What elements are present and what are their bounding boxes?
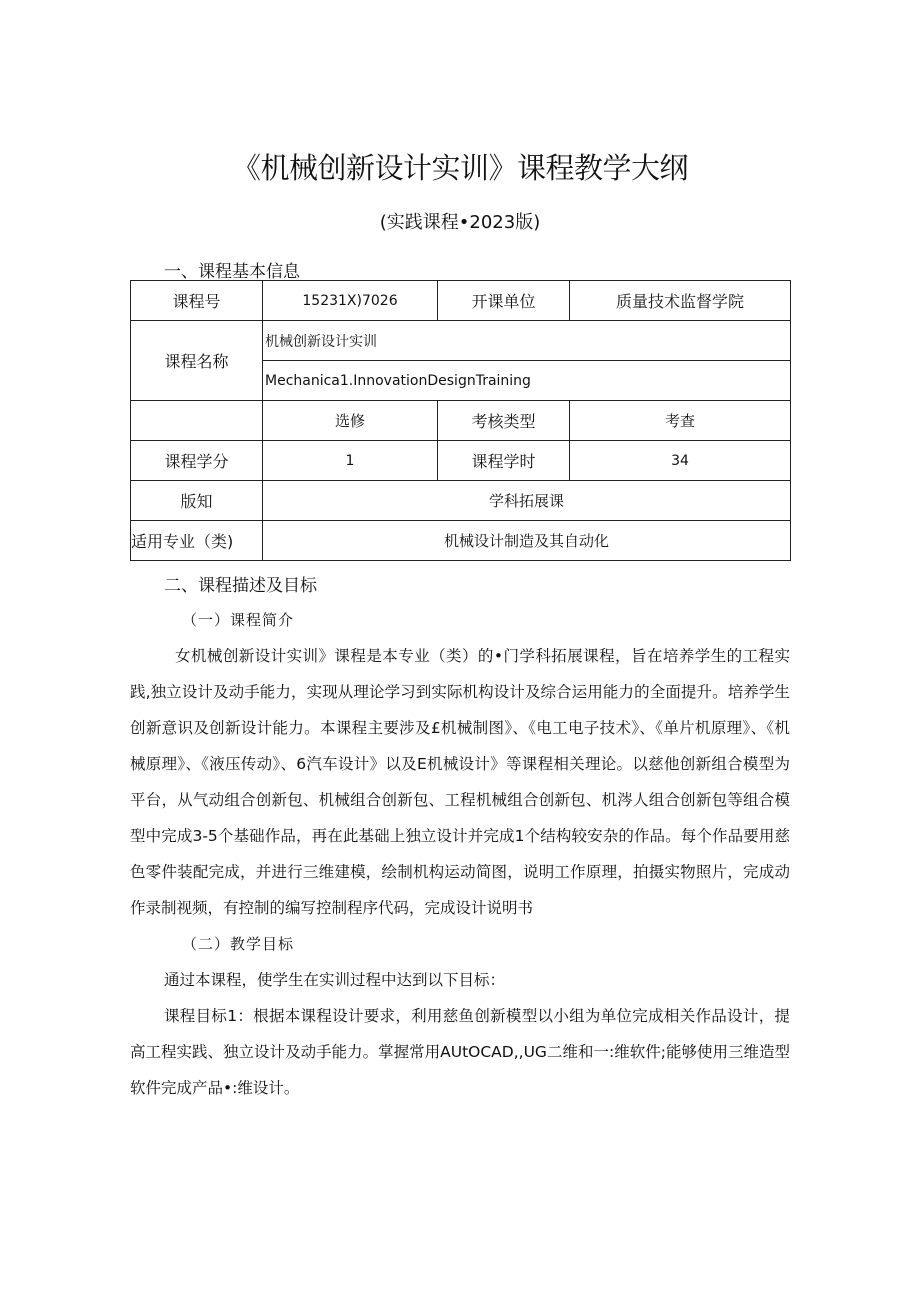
table-row (131, 521, 791, 561)
course-name-label: 课程名称 (131, 321, 263, 401)
category-label: 版知 (131, 481, 263, 521)
course-info-table (130, 280, 791, 561)
course-name-cn: 机械创新设计实训 (263, 321, 791, 361)
page-title: 《机械创新设计实训》课程教学大纲 (231, 151, 688, 185)
dept-label: 开课单位 (438, 281, 570, 321)
credit-value: 1 (263, 441, 438, 481)
dept-value: 质量技术监督学院 (570, 281, 791, 321)
credit-label: 课程学分 (131, 441, 263, 481)
course-no-value: 15231X)7026 (263, 281, 438, 321)
course-no-label: 课程号 (131, 281, 263, 321)
major-value: 机械设计制造及其自动化 (263, 521, 791, 561)
table-row (131, 481, 791, 521)
table-row (131, 441, 791, 481)
hours-value: 34 (570, 441, 791, 481)
intro-heading: （一）课程简介 (182, 611, 295, 629)
course-type-label (131, 401, 263, 441)
exam-type-value: 考查 (570, 401, 791, 441)
intro-paragraph: 女机械创新设计实训》课程是本专业（类）的•门学科拓展课程，旨在培养学生的工程实践,独立设计及动手能力，实现从理论学习到实际机构设计及综合运用能力的全面提升。培养学生创新意识及创新设计能力。本课程主要涉及£机械制图》、《电工电子技术》、《单片机原理》、《机械原理》、《液压传动》、6汽车设计》以及E机械设计》等课程相关理论。以慈他创新组合模型为平台，从气动组合创新包、机械组合创新包、工程机械组合创新包、机涔人组合创新包等组合模型中完成3-5个基础作品，再在此基础上独立设计并完成1个结构较安杂的作品。每个作品要用慈色零件装配完成，并进行三维建模，绘制机构运动简图，说明工作原理，拍摄实物照片，完成动作录制视频，有控制的编写控制程序代码，完成设计说明书 (130, 647, 790, 917)
course-name-en: Mechanica1.InnovationDesignTraining (263, 361, 791, 401)
course-type-value: 选修 (263, 401, 438, 441)
exam-type-label: 考核类型 (438, 401, 570, 441)
category-value: 学科拓展课 (263, 481, 791, 521)
section-heading-description: 二、课程描述及目标 (164, 576, 317, 596)
goal-1-paragraph: 课程目标1：根据本课程设计要求，利用慈鱼创新模型以小组为单位完成相关作品设计，提高工程实践、独立设计及动手能力。掌握常用AUtOCAD,,UG二维和一:维软件;能够使用三维造型软件完成产品•:维设计。 (130, 1007, 790, 1097)
page-subtitle: (实践课程•2023版) (379, 212, 541, 233)
table-row (131, 401, 791, 441)
table-row (131, 321, 791, 361)
major-label: 适用专业（类) (131, 521, 263, 561)
table-row (131, 281, 791, 321)
goal-intro: 通过本课程，使学生在实训过程中达到以下目标： (164, 971, 506, 989)
goal-heading: （二）教学目标 (182, 935, 295, 953)
section-heading-basic-info: 一、课程基本信息 (164, 262, 300, 282)
hours-label: 课程学时 (438, 441, 570, 481)
